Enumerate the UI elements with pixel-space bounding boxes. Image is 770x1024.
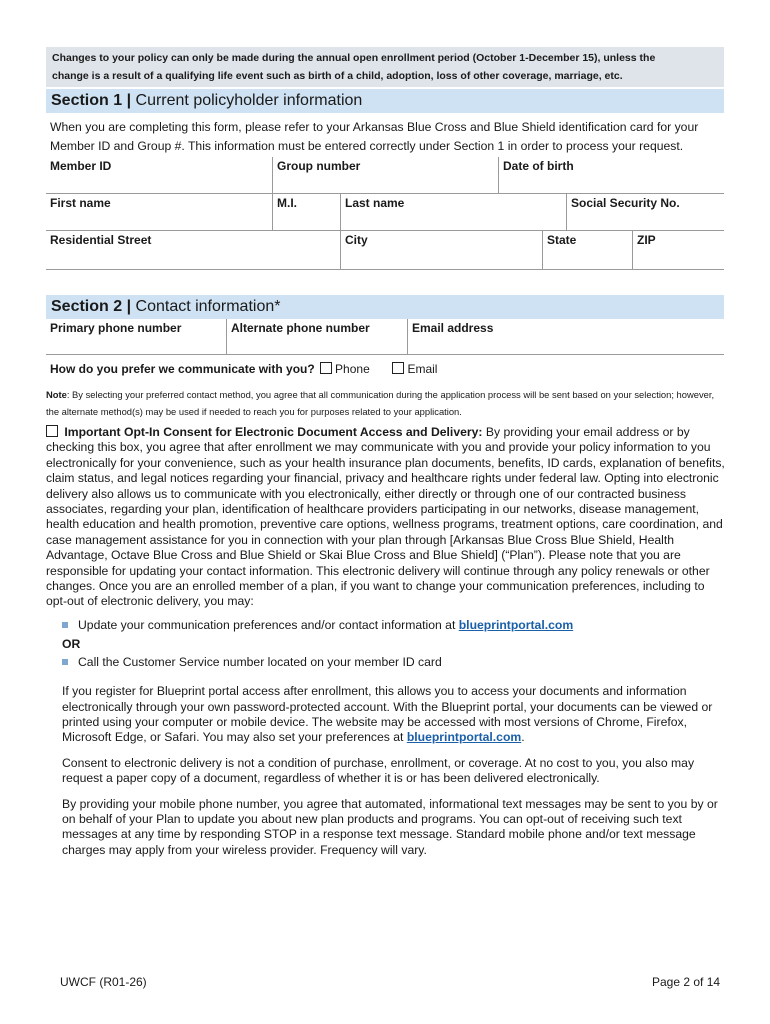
- zip-label: ZIP: [637, 233, 656, 247]
- blueprint-paragraph-text: If you register for Blueprint portal access after enrollment, this allows you to access your documents and information electronically through your own password-protected account. With the Blueprint portal, your documents can be viewed or printed using your computer or mobile device. The website may be accessed with most versions of Chrome, Firefox, Microsoft Edge, or Safari. You may also set your preferences at: [62, 684, 713, 745]
- paper-copy-paragraph: Consent to electronic delivery is not a condition of purchase, enrollment, or coverage. At no cost to you, you also may request a paper copy of a document, regardless of whether it is or has been delivered electronically.: [62, 755, 695, 786]
- note-label: Note: [46, 389, 67, 400]
- bullet-2-text: Call the Customer Service number located on your member ID card: [78, 654, 442, 669]
- page-number: Page 2 of 14: [652, 975, 721, 989]
- zip-field[interactable]: [632, 231, 724, 269]
- residential-street-field[interactable]: [46, 231, 340, 269]
- form-row-2: [46, 194, 724, 231]
- alternate-phone-field[interactable]: [226, 319, 407, 354]
- note-text: : By selecting your preferred contact method, you agree that all communication during the application process will be sent based on your selection; however, the alternate method(s) may be used if needed to reach you for purposes related to your application.: [46, 389, 715, 417]
- date-of-birth-label: Date of birth: [503, 159, 574, 173]
- ssn-label: Social Security No.: [571, 196, 680, 210]
- contact-note: [46, 386, 726, 420]
- ssn-field[interactable]: [566, 194, 724, 230]
- notice-line-1: Changes to your policy can only be made during the annual open enrollment period (October 1-December 15), unless the: [52, 52, 656, 64]
- alternate-phone-label: Alternate phone number: [231, 321, 370, 335]
- state-label: State: [547, 233, 577, 247]
- phone-option-label: Phone: [335, 362, 370, 376]
- blueprint-paragraph: [46, 684, 726, 746]
- section-1-intro: When you are completing this form, please refer to your Arkansas Blue Cross and Blue Shield identification card for your Member ID and Group #. This information must be entered correctly under Section 1 in order to process your request.: [50, 120, 699, 153]
- city-label: City: [345, 233, 368, 247]
- state-field[interactable]: [542, 231, 632, 269]
- section-2-header: [46, 295, 724, 319]
- list-item: [46, 655, 726, 670]
- form-code: UWCF (R01-26): [60, 975, 147, 989]
- email-option-label: Email: [407, 362, 438, 376]
- consent-section: [46, 425, 726, 858]
- primary-phone-field[interactable]: [46, 319, 226, 354]
- email-address-field[interactable]: [407, 319, 724, 354]
- section-2-title: Contact information*: [135, 298, 281, 315]
- opt-in-consent-checkbox[interactable]: [46, 425, 58, 437]
- section-1-number: Section 1 |: [51, 92, 132, 109]
- group-number-label: Group number: [277, 159, 361, 173]
- contact-preference-question: How do you prefer we communicate with you?: [50, 362, 315, 376]
- bullet-icon: [62, 622, 68, 628]
- blueprint-portal-link[interactable]: blueprintportal.com: [406, 730, 522, 745]
- email-checkbox[interactable]: [392, 362, 404, 374]
- middle-initial-label: M.I.: [277, 196, 297, 210]
- blueprint-portal-link[interactable]: blueprintportal.com: [458, 617, 574, 632]
- consent-heading: Important Opt-In Consent for Electronic Document Access and Delivery:: [64, 425, 483, 439]
- phone-checkbox[interactable]: [320, 362, 332, 374]
- date-of-birth-field[interactable]: [498, 157, 724, 193]
- notice-line-2: change is a result of a qualifying life event such as birth of a child, adoption, loss of other coverage, marriage, etc.: [52, 70, 623, 82]
- city-field[interactable]: [340, 231, 542, 269]
- text-message-paragraph: By providing your mobile phone number, you agree that automated, informational text messages may be sent to you by or on behalf of your Plan to update you about new plan products and programs. You can opt-out of receiving such text messages at any time by responding STOP in a response text message. Standard mobile phone and/or text message charges may apply from your wireless provider. Frequency will vary.: [62, 796, 718, 857]
- last-name-field[interactable]: [340, 194, 566, 230]
- paragraph-period: .: [521, 730, 525, 745]
- email-address-label: Email address: [412, 321, 494, 335]
- section-1-title: Current policyholder information: [135, 92, 363, 109]
- enrollment-notice: [46, 47, 724, 87]
- residential-street-label: Residential Street: [50, 233, 152, 247]
- middle-initial-field[interactable]: [272, 194, 340, 230]
- contact-row: [46, 319, 724, 355]
- first-name-field[interactable]: [46, 194, 272, 230]
- contact-preference: [50, 362, 437, 376]
- form-row-3: [46, 231, 724, 270]
- primary-phone-label: Primary phone number: [50, 321, 182, 335]
- member-id-field[interactable]: [46, 157, 272, 193]
- first-name-label: First name: [50, 196, 111, 210]
- bullet-1-text: Update your communication preferences and/or contact information at: [78, 617, 456, 632]
- section-1-header: [46, 89, 724, 113]
- section-2-number: Section 2 |: [51, 298, 132, 315]
- list-item: [46, 618, 726, 633]
- consent-text: By providing your email address or by checking this box, you agree that after enrollment we may communicate with you and provide your policy information to you electronically for your convenience, such as your health insurance plan documents, benefits, ID cards, explanation of benefits, claim status, and legal notices regarding your financial, privacy and healthcare rights under federal law. Opting into electronic delivery also allows us to communicate with you electronically, either directly or through one of our contracted business associates, regarding your plan, identification of healthcare providers participating in our networks, disease management, health education and health promotion, preventive care options, wellness programs, treatment options, care coordination, and case management assistance for you in connection with your plan through [Arkansas Blue Cross Blue Shield, Health Advantage, Octave Blue Cross and Blue Shield or Skai Blue Cross and Blue Shield] (“Plan”). Please note that you are responsible for updating your contact information. This electronic delivery will continue through any policy renewals or other changes. Once you are an enrolled member of a plan, if you want to change your communication preferences, including to opt-out of electronic delivery, you may:: [46, 425, 725, 609]
- form-row-1: [46, 157, 724, 194]
- bullet-icon: [62, 659, 68, 665]
- or-separator: OR: [62, 637, 81, 652]
- member-id-label: Member ID: [50, 159, 112, 173]
- group-number-field[interactable]: [272, 157, 498, 193]
- last-name-label: Last name: [345, 196, 405, 210]
